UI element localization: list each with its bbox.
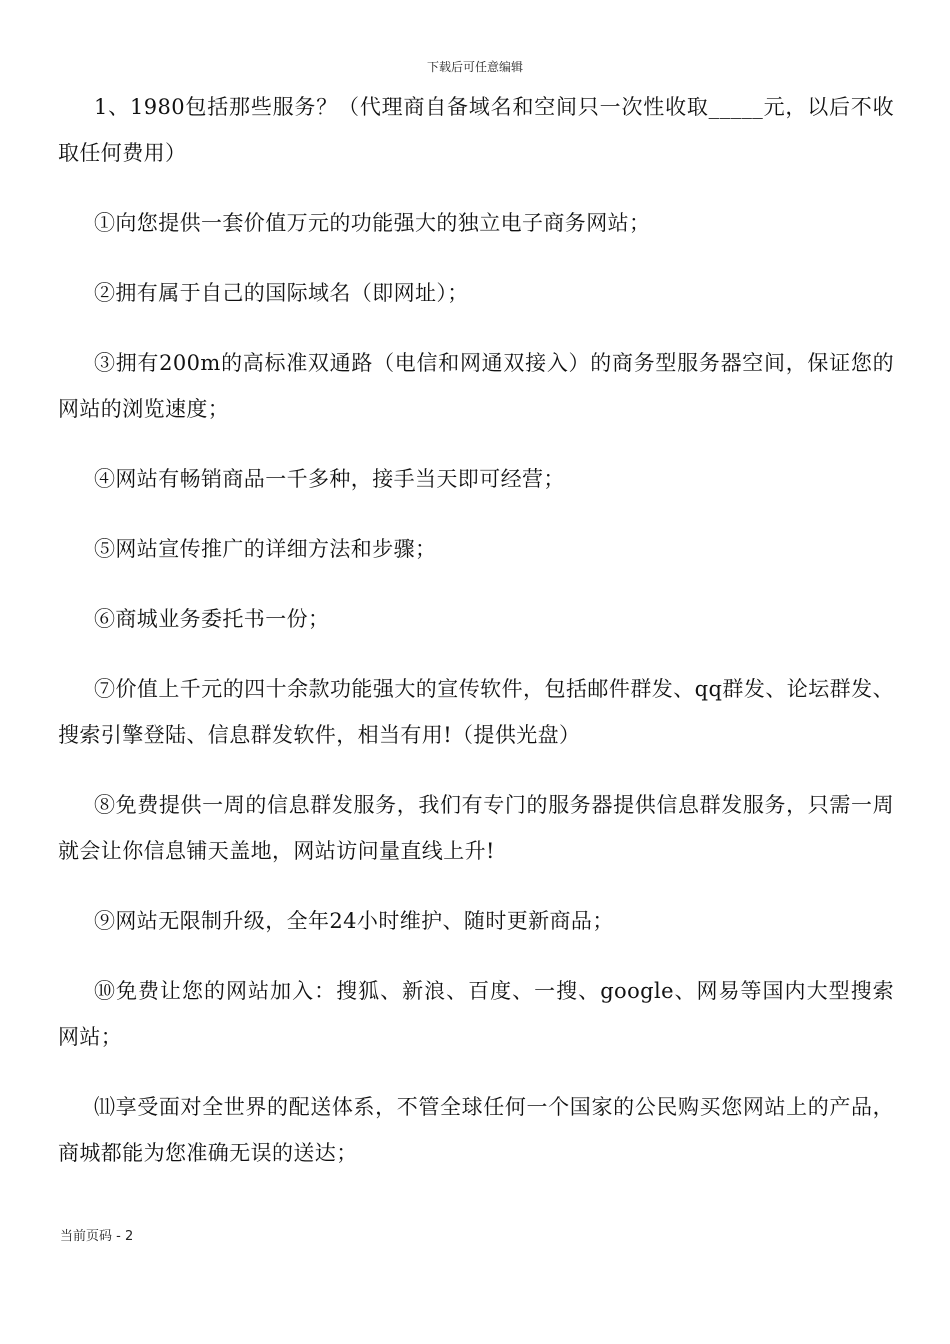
list-item-1: ①向您提供一套价值万元的功能强大的独立电子商务网站；	[94, 211, 651, 235]
list-item-4: ④网站有畅销商品一千多种，接手当天即可经营；	[94, 467, 565, 491]
list-item-10: ⑩免费让您的网站加入：搜狐、新浪、百度、一搜、google、网易等国内大型搜索网站；	[58, 979, 894, 1049]
list-item-7: ⑦价值上千元的四十余款功能强大的宣传软件，包括邮件群发、qq群发、论坛群发、搜索引擎登陆、信息群发软件，相当有用!（提供光盘）	[58, 677, 894, 747]
list-item-3: ③拥有200m的高标准双通路（电信和网通双接入）的商务型服务器空间，保证您的网站的浏览速度；	[58, 351, 894, 421]
list-item-9: ⑨网站无限制升级，全年24小时维护、随时更新商品；	[94, 909, 614, 933]
question-paragraph: 1、1980包括那些服务？（代理商自备域名和空间只一次性收取_____元，以后不收取任何费用）	[58, 95, 894, 165]
list-item-6: ⑥商城业务委托书一份；	[94, 607, 330, 631]
list-item-5: ⑤网站宣传推广的详细方法和步骤；	[94, 537, 437, 561]
page-number: 当前页码 - 2	[60, 1229, 134, 1244]
document-body	[58, 84, 894, 1176]
list-item-2: ②拥有属于自己的国际域名（即网址）；	[94, 281, 469, 305]
list-item-11: ⑾享受面对全世界的配送体系，不管全球任何一个国家的公民购买您网站上的产品，商城都能为您准确无误的送达；	[58, 1095, 894, 1165]
list-item-8: ⑧免费提供一周的信息群发服务，我们有专门的服务器提供信息群发服务，只需一周就会让你信息铺天盖地，网站访问量直线上升!	[58, 793, 894, 863]
header-note: 下载后可任意编辑	[426, 60, 523, 74]
